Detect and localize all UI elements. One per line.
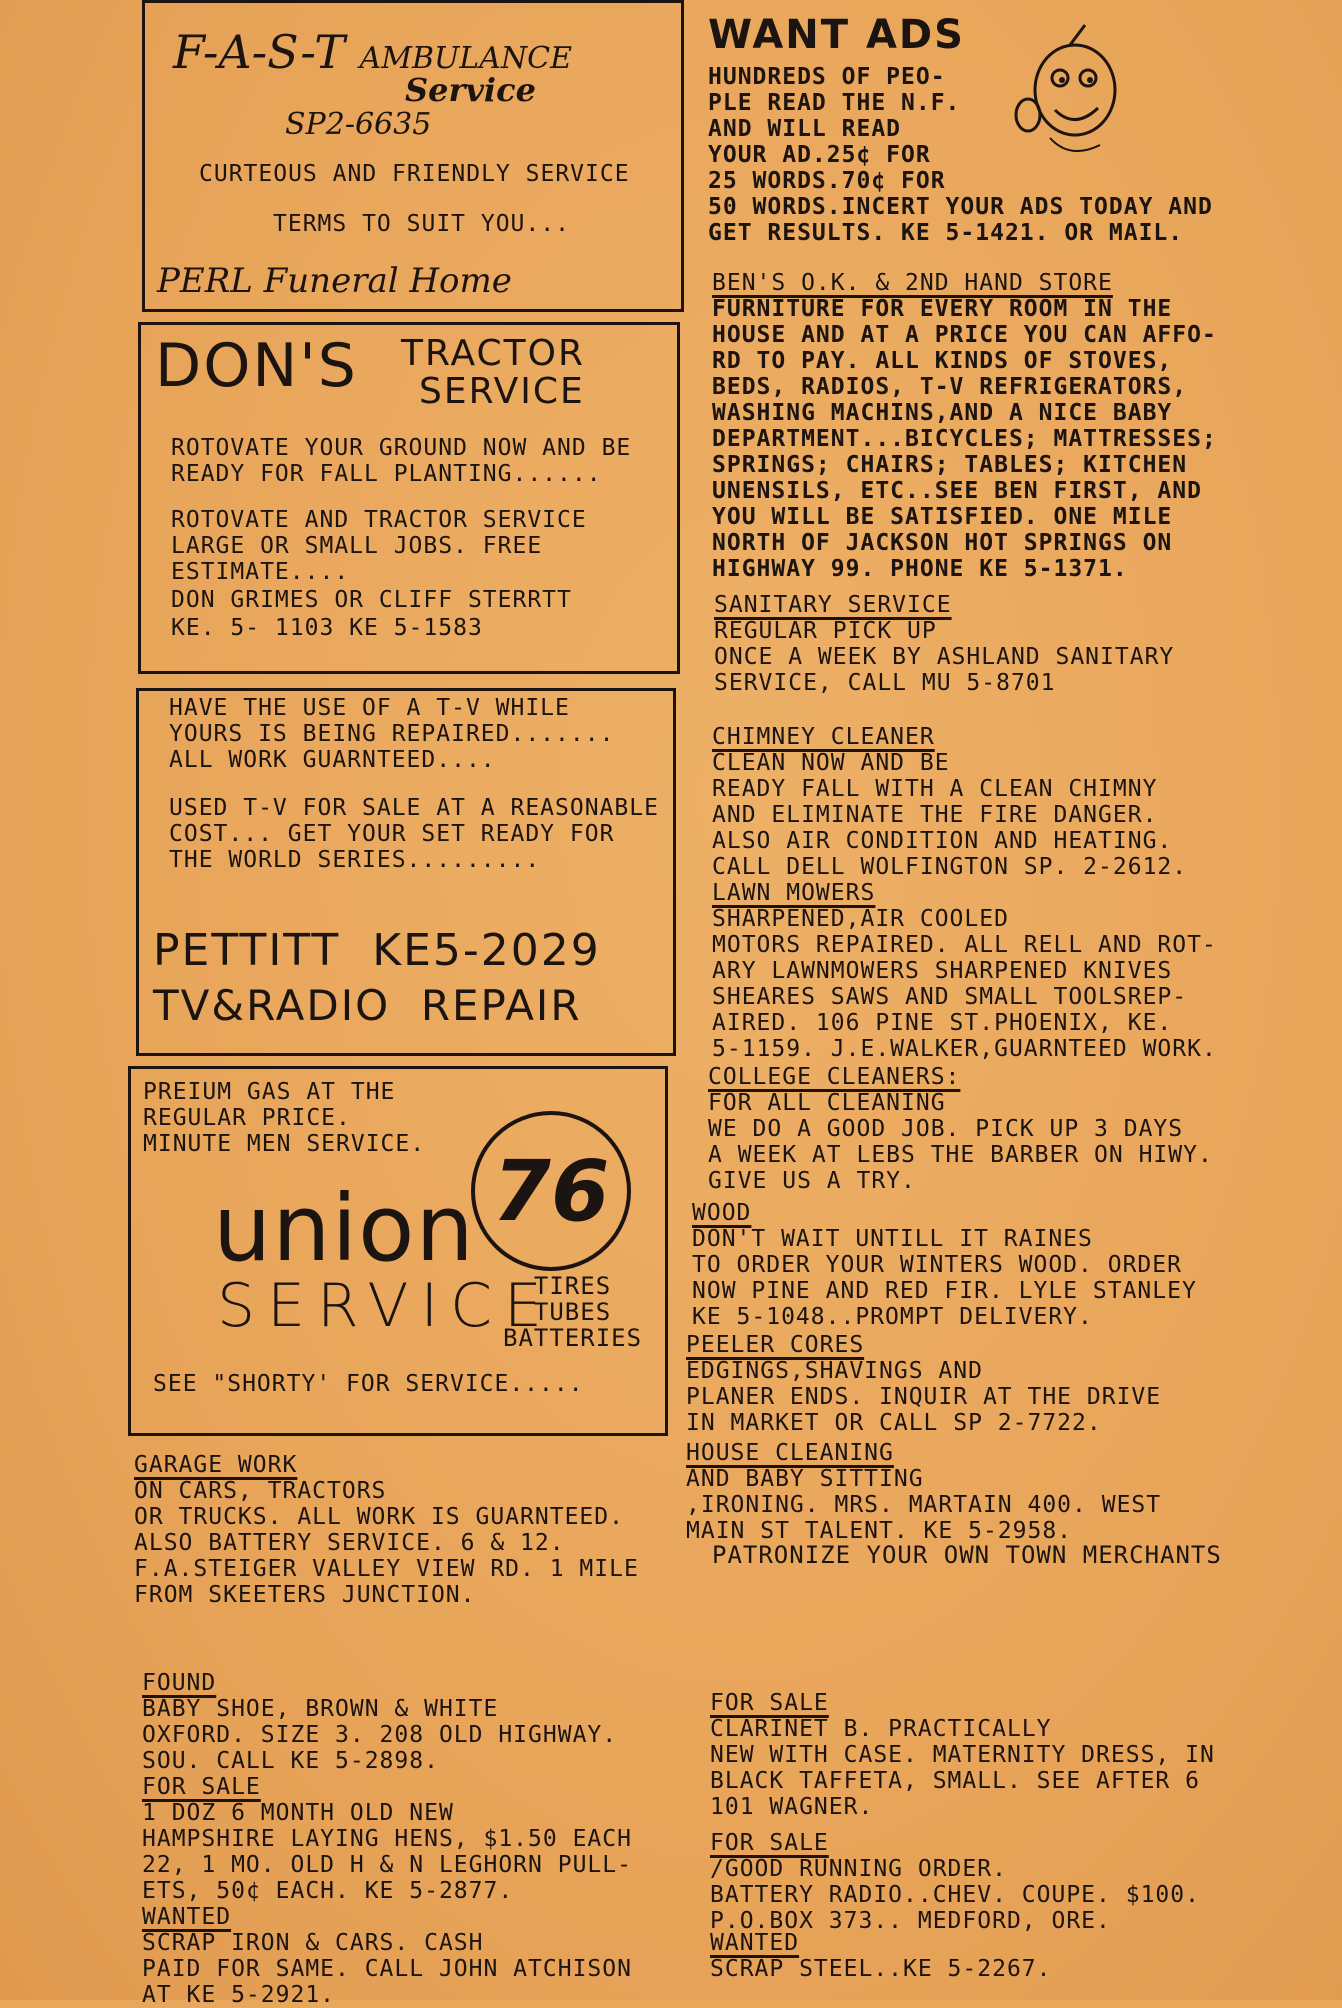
for-sale-radio-ad	[710, 1830, 1322, 1934]
dons-tractor-ad	[138, 322, 680, 674]
pettitt-para1: HAVE THE USE OF A T-V WHILE YOURS IS BEING REPAIRED....... ALL WORK GUARNTEED....	[169, 695, 615, 773]
ad-body: FOR ALL CLEANING WE DO A GOOD JOB. PICK UP 3 DAYS A WEEK AT LEBS THE BARBER ON HIWY. GIVE US A TRY.	[708, 1090, 1213, 1194]
ad-heading: GARAGE WORK	[134, 1452, 298, 1478]
ambulance-footer: PERL Funeral Home	[157, 261, 512, 301]
ad-heading: PEELER CORES	[686, 1332, 865, 1358]
dons-para2: ROTOVATE AND TRACTOR SERVICE LARGE OR SMALL JOBS. FREE ESTIMATE....	[171, 507, 587, 585]
bens-store-ad	[712, 270, 1322, 582]
dons-brand: DON'S	[155, 331, 358, 401]
ad-heading: BEN'S O.K. & 2ND HAND STORE	[712, 270, 1113, 296]
found-ad	[142, 1670, 702, 1774]
pettitt-sub: TV&RADIO REPAIR	[153, 981, 582, 1030]
wanted-scrap-steel-ad	[710, 1930, 1322, 1982]
ad-heading: HOUSE CLEANING	[686, 1440, 894, 1466]
cartoon-mascot-icon	[1010, 20, 1130, 170]
want-ads-body: HUNDREDS OF PEO- PLE READ THE N.F. AND WILL READ YOUR AD.25¢ FOR 25 WORDS.70¢ FOR 50 WORDS.INCERT YOUR ADS TODAY AND GET RESULTS. KE 5-1421. OR MAIL.	[708, 64, 1213, 246]
ad-body: CLARINET B. PRACTICALLY NEW WITH CASE. MATERNITY DRESS, IN BLACK TAFFETA, SMALL. SEE AFTER 6 101 WAGNER.	[710, 1716, 1215, 1820]
ad-body: EDGINGS,SHAVINGS AND PLANER ENDS. INQUIR AT THE DRIVE IN MARKET OR CALL SP 2-7722.	[686, 1358, 1162, 1436]
ad-heading: WANTED	[710, 1930, 800, 1956]
ad-heading: SANITARY SERVICE	[714, 592, 952, 618]
ad-heading: WANTED	[142, 1904, 232, 1930]
want-ads-title: WANT ADS	[708, 12, 965, 58]
ad-heading: CHIMNEY CLEANER	[712, 724, 935, 750]
lawn-mowers-ad	[712, 880, 1322, 1062]
ad-heading: WOOD	[692, 1200, 752, 1226]
dons-contact-names: DON GRIMES OR CLIFF STERRTT	[171, 587, 572, 613]
wood-ad	[692, 1200, 1322, 1330]
dons-para1: ROTOVATE YOUR GROUND NOW AND BE READY FOR FALL PLANTING......	[171, 435, 632, 487]
ad-body: FURNITURE FOR EVERY ROOM IN THE HOUSE AND AT A PRICE YOU CAN AFFO- RD TO PAY. ALL KINDS OF STOVES, BEDS, RADIOS, T-V REFRIGERATORS, WASHING MACHINS,AND A NICE BABY DEPARTMENT...BICYCLES; MATTRESSES; SPRINGS; CHAIRS; TABLES; KITCHEN UNENSILS, ETC..SEE BEN FIRST, AND YOU WILL BE SATISFIED. ONE MILE NORTH OF JACKSON HOT SPRINGS ON HIGHWAY 99. PHONE KE 5-1371.	[712, 296, 1217, 582]
ambulance-ad	[142, 0, 684, 312]
patronize-slogan: PATRONIZE YOUR OWN TOWN MERCHANTS	[712, 1541, 1222, 1569]
garage-work-ad	[134, 1452, 694, 1608]
for-sale-clarinet-ad	[710, 1690, 1322, 1820]
ad-body: AND BABY SITTING ,IRONING. MRS. MARTAIN 400. WEST MAIN ST TALENT. KE 5-2958.	[686, 1466, 1162, 1544]
ad-heading: COLLEGE CLEANERS:	[708, 1064, 961, 1090]
ad-heading: FOR SALE	[710, 1690, 829, 1716]
ad-heading: LAWN MOWERS	[712, 880, 876, 906]
ad-body: SCRAP STEEL..KE 5-2267.	[710, 1956, 1052, 1982]
ad-body: DON'T WAIT UNTILL IT RAINES TO ORDER YOUR WINTERS WOOD. ORDER NOW PINE AND RED FIR. LYLE STANLEY KE 5-1048..PROMPT DELIVERY.	[692, 1226, 1197, 1330]
pettitt-tv-ad	[136, 688, 676, 1056]
dons-contact-phones: KE. 5- 1103 KE 5-1583	[171, 615, 483, 641]
ambulance-line1: CURTEOUS AND FRIENDLY SERVICE	[199, 161, 630, 187]
union-76-logo-icon: 76	[471, 1111, 631, 1271]
for-sale-hens-ad	[142, 1774, 702, 1904]
peeler-cores-ad	[686, 1332, 1322, 1436]
union-see: SEE "SHORTY' FOR SERVICE.....	[153, 1371, 584, 1397]
ad-body: SCRAP IRON & CARS. CASH PAID FOR SAME. CALL JOHN ATCHISON AT KE 5-2921.	[142, 1930, 632, 2008]
union-para1: PREIUM GAS AT THE REGULAR PRICE. MINUTE MEN SERVICE.	[143, 1079, 426, 1157]
ad-body: CLEAN NOW AND BE READY FALL WITH A CLEAN CHIMNY AND ELIMINATE THE FIRE DANGER. ALSO AIR CONDITION AND HEATING. CALL DELL WOLFINGTON SP. 2-2612.	[712, 750, 1188, 880]
ad-heading: FOUND	[142, 1670, 217, 1696]
dons-tractor: TRACTOR	[401, 333, 586, 374]
house-cleaning-ad	[686, 1440, 1322, 1544]
ambulance-title: F-A-S-T AMBULANCE	[173, 25, 572, 79]
union-brand: union	[213, 1175, 475, 1282]
union-76-ad	[128, 1066, 668, 1436]
wanted-scrap-iron-ad	[142, 1904, 702, 2008]
ad-body: BABY SHOE, BROWN & WHITE OXFORD. SIZE 3. 208 OLD HIGHWAY. SOU. CALL KE 5-2898.	[142, 1696, 618, 1774]
sanitary-service-ad	[714, 592, 1324, 696]
pettitt-para2: USED T-V FOR SALE AT A REASONABLE COST... GET YOUR SET READY FOR THE WORLD SERIES.........	[169, 795, 659, 873]
dons-service: SERVICE	[419, 371, 585, 412]
ad-body: REGULAR PICK UP ONCE A WEEK BY ASHLAND SANITARY SERVICE, CALL MU 5-8701	[714, 618, 1175, 696]
ad-body: /GOOD RUNNING ORDER. BATTERY RADIO..CHEV. COUPE. $100. P.O.BOX 373.. MEDFORD, ORE.	[710, 1856, 1200, 1934]
union-tires: TIRES TUBES BATTERIES	[503, 1272, 643, 1352]
pettitt-name: PETTITT KE5-2029	[153, 925, 601, 976]
union-service: SERVICE	[217, 1271, 554, 1341]
ambulance-phone: SP2-6635	[285, 107, 432, 142]
ambulance-line2: TERMS TO SUIT YOU...	[273, 211, 570, 237]
ambulance-service: Service	[405, 71, 536, 109]
ad-body: SHARPENED,AIR COOLED MOTORS REPAIRED. ALL RELL AND ROT- ARY LAWNMOWERS SHARPENED KNIVES SHEARES SAWS AND SMALL TOOLSREP- AIRED. 106 PINE ST.PHOENIX, KE. 5-1159. J.E.WALKER,GUARNTEED WORK.	[712, 906, 1217, 1062]
ad-heading: FOR SALE	[710, 1830, 829, 1856]
ad-heading: FOR SALE	[142, 1774, 261, 1800]
chimney-cleaner-ad	[712, 724, 1322, 880]
ad-body: 1 DOZ 6 MONTH OLD NEW HAMPSHIRE LAYING HENS, $1.50 EACH 22, 1 MO. OLD H & N LEGHORN PULL- ETS, 50¢ EACH. KE 5-2877.	[142, 1800, 632, 1904]
ad-body: ON CARS, TRACTORS OR TRUCKS. ALL WORK IS GUARNTEED. ALSO BATTERY SERVICE. 6 & 12. F.A.STEIGER VALLEY VIEW RD. 1 MILE FROM SKEETERS JUNCTION.	[134, 1478, 639, 1608]
college-cleaners-ad	[708, 1064, 1318, 1194]
